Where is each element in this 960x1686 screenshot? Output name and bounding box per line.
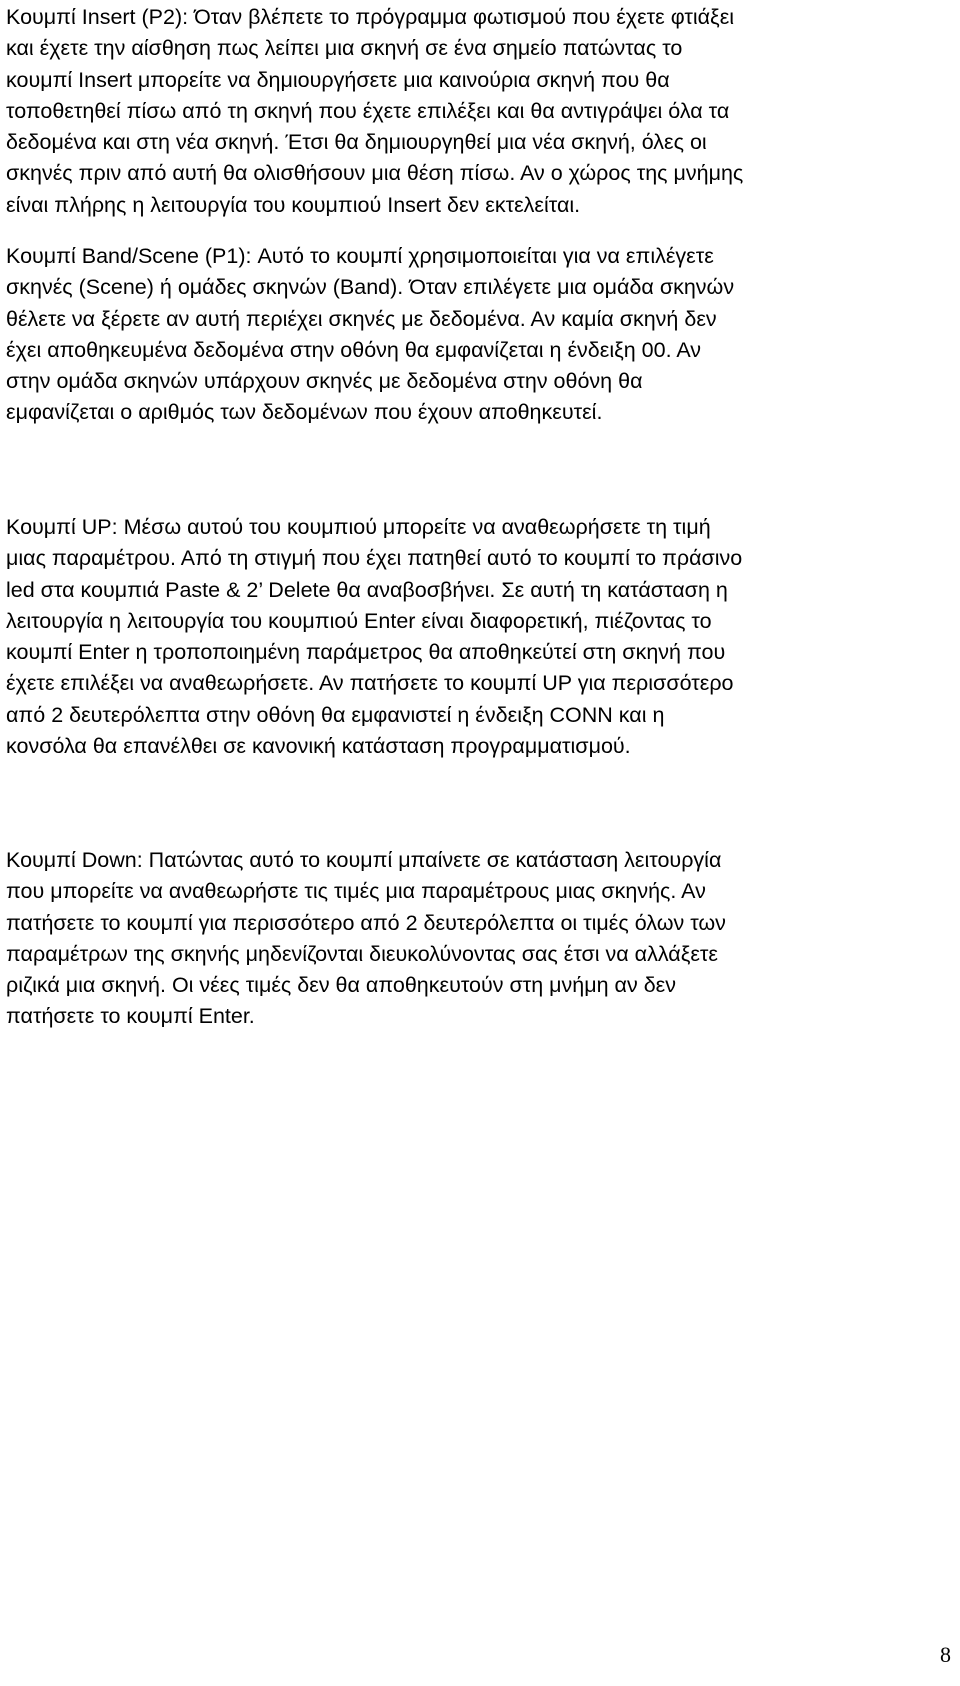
text-line: κονσόλα θα επανέλθει σε κανονική κατάσταση προγραμματισμού. bbox=[6, 734, 631, 759]
text-line: κουμπί Enter η τροποποιημένη παράμετρος θα αποθηκεύτεί στη σκηνή που bbox=[6, 640, 726, 665]
text-line: Κουμπί Insert (P2): Όταν βλέπετε το πρόγραμμα φωτισμού που έχετε φτιάξει bbox=[6, 5, 735, 29]
text-line: έχετε επιλέξει να αναθεωρήσετε. Αν πατήσετε το κουμπί UP για περισσότερο bbox=[6, 671, 734, 696]
text-line: λειτουργία η λειτουργία του κουμπιού Enter είναι διαφορετική, πιέζοντας το bbox=[6, 608, 712, 633]
paragraph-down-button bbox=[6, 845, 906, 1033]
text-line: πατήσετε το κουμπί για περισσότερο από 2 δευτερόλεπτα οι τιμές όλων των bbox=[6, 910, 726, 935]
text-line: Κουμπί UP: Μέσω αυτού του κουμπιού μπορείτε να αναθεωρήσετε τη τιμή bbox=[6, 515, 711, 539]
text-line: κουμπί Insert μπορείτε να δημιουργήσετε μια καινούρια σκηνή που θα bbox=[6, 67, 670, 92]
text-line: εμφανίζεται ο αριθμός των δεδομένων που έχουν αποθηκευτεί. bbox=[6, 400, 603, 425]
text-line: σκηνές πριν από αυτή θα ολισθήσουν μια θέση πίσω. Αν ο χώρος της μνήμης bbox=[6, 161, 744, 186]
text-line: παραμέτρων της σκηνής μηδενίζονται διευκολύνοντας σας έτσι να αλλάξετε bbox=[6, 941, 718, 966]
text-line: από 2 δευτερόλεπτα στην οθόνη θα εμφανιστεί η ένδειξη CONN και η bbox=[6, 702, 665, 727]
page-number: 8 bbox=[940, 1642, 951, 1667]
text-line: έχει αποθηκευμένα δεδομένα στην οθόνη θα εμφανίζεται η ένδειξη 00. Αν bbox=[6, 337, 702, 362]
text-line: δεδομένα και στη νέα σκηνή. Έτσι θα δημιουργηθεί μια νέα σκηνή, όλες οι bbox=[6, 130, 707, 155]
text-line: πατήσετε το κουμπί Enter. bbox=[6, 1004, 255, 1029]
text-line: Κουμπί Down: Πατώντας αυτό το κουμπί μπαίνετε σε κατάσταση λειτουργία bbox=[6, 848, 722, 872]
text-line: στην ομάδα σκηνών υπάρχουν σκηνές με δεδομένα στην οθόνη θα bbox=[6, 369, 643, 394]
paragraph-insert-button bbox=[6, 2, 906, 221]
text-line: Κουμπί Band/Scene (P1): Αυτό το κουμπί χρησιμοποιείται για να επιλέγετε bbox=[6, 244, 714, 268]
text-line: μιας παραμέτρου. Από τη στιγμή που έχει πατηθεί αυτό το κουμπί το πράσινο bbox=[6, 546, 743, 571]
text-line: τοποθετηθεί πίσω από τη σκηνή που έχετε επιλέξει και θα αντιγράψει όλα τα bbox=[6, 98, 730, 123]
text-line: θέλετε να ξέρετε αν αυτή περιέχει σκηνές με δεδομένα. Αν καμία σκηνή δεν bbox=[6, 306, 717, 331]
text-line: led στα κουμπιά Paste & 2’ Delete θα αναβοσβήνει. Σε αυτή τη κατάσταση η bbox=[6, 577, 728, 602]
paragraph-up-button bbox=[6, 512, 906, 762]
text-line: είναι πλήρης η λειτουργία του κουμπιού Insert δεν εκτελείται. bbox=[6, 192, 581, 217]
text-line: ριζικά μια σκηνή. Οι νέες τιμές δεν θα αποθηκευτούν στη μνήμη αν δεν bbox=[6, 973, 677, 998]
text-line: που μπορείτε να αναθεωρήστε τις τιμές μια παραμέτρους μιας σκηνής. Αν bbox=[6, 879, 706, 904]
text-line: σκηνές (Scene) ή ομάδες σκηνών (Band). Όταν επιλέγετε μια ομάδα σκηνών bbox=[6, 275, 735, 300]
paragraph-band-scene-button bbox=[6, 241, 906, 429]
text-line: και έχετε την αίσθηση πως λείπει μια σκηνή σε ένα σημείο πατώντας το bbox=[6, 36, 683, 61]
